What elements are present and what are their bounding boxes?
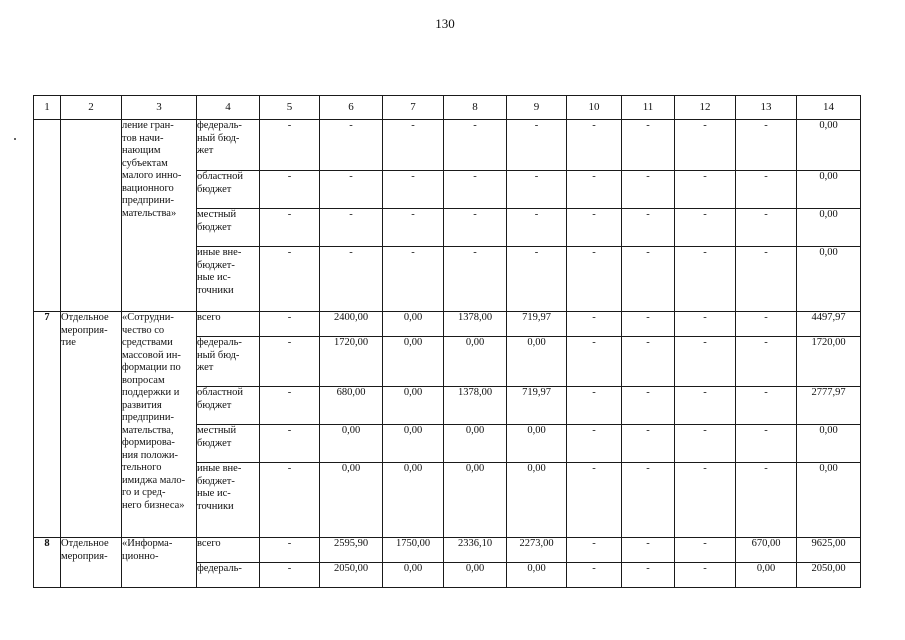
value-cell: 0,00 (736, 563, 797, 588)
row-number: 8 (34, 538, 61, 588)
value-cell: - (320, 171, 383, 209)
funding-source: всего (197, 538, 260, 563)
column-header: 14 (797, 96, 861, 120)
column-header: 10 (567, 96, 622, 120)
value-cell: - (736, 337, 797, 387)
value-cell: - (675, 425, 736, 463)
value-cell: - (260, 387, 320, 425)
value-cell: - (675, 337, 736, 387)
row-number (34, 120, 61, 312)
column-header: 1 (34, 96, 61, 120)
header-row (34, 96, 861, 120)
funding-source: местный бюджет (197, 209, 260, 247)
funding-source: федераль- ный бюд- жет (197, 120, 260, 171)
column-header: 8 (444, 96, 507, 120)
column-header: 9 (507, 96, 567, 120)
total-cell: 0,00 (797, 120, 861, 171)
value-cell: - (260, 337, 320, 387)
column-header: 13 (736, 96, 797, 120)
value-cell: - (567, 312, 622, 337)
value-cell: - (567, 209, 622, 247)
value-cell: 0,00 (444, 425, 507, 463)
funding-source: иные вне- бюджет- ные ис- точники (197, 463, 260, 538)
value-cell: - (260, 563, 320, 588)
page-number: 130 (435, 16, 455, 31)
value-cell: - (260, 425, 320, 463)
funding-source: иные вне- бюджет- ные ис- точники (197, 247, 260, 312)
value-cell: - (383, 120, 444, 171)
value-cell: - (320, 120, 383, 171)
value-cell: 2595,90 (320, 538, 383, 563)
value-cell: - (622, 120, 675, 171)
value-cell: - (622, 425, 675, 463)
value-cell: - (622, 387, 675, 425)
column-header: 3 (122, 96, 197, 120)
funding-source: областной бюджет (197, 387, 260, 425)
total-cell: 0,00 (797, 171, 861, 209)
value-cell: - (675, 171, 736, 209)
measure-title: «Информа- ционно- (122, 538, 197, 588)
value-cell: - (675, 247, 736, 312)
funding-source: федераль- ный бюд- жет (197, 337, 260, 387)
table-row (34, 120, 861, 171)
value-cell: - (260, 463, 320, 538)
value-cell: - (736, 120, 797, 171)
total-cell: 0,00 (797, 209, 861, 247)
value-cell: - (507, 209, 567, 247)
value-cell: - (622, 463, 675, 538)
measure-title: «Сотрудни- чество со средствами массовой ин- формации по вопросам поддержки и развития предприни- мательства, формирова- ния положи- тельного имиджа мало- го и сред- него бизнеса» (122, 312, 197, 538)
value-cell: - (444, 120, 507, 171)
value-cell: - (320, 209, 383, 247)
value-cell: - (320, 247, 383, 312)
value-cell: - (622, 312, 675, 337)
value-cell: - (567, 120, 622, 171)
column-header: 5 (260, 96, 320, 120)
table-row (34, 312, 861, 337)
value-cell: - (736, 387, 797, 425)
value-cell: 0,00 (507, 563, 567, 588)
value-cell: - (444, 209, 507, 247)
value-cell: - (260, 120, 320, 171)
value-cell: - (675, 563, 736, 588)
value-cell: 680,00 (320, 387, 383, 425)
value-cell: - (567, 387, 622, 425)
value-cell: - (260, 312, 320, 337)
funding-source: областной бюджет (197, 171, 260, 209)
scan-speck (14, 138, 16, 140)
measure-type: Отдельное мероприя- тие (61, 312, 122, 538)
value-cell: 1378,00 (444, 312, 507, 337)
value-cell: - (622, 563, 675, 588)
measure-title: ление гран- тов начи- нающим субъектам малого инно- вационного предприни- мательства» (122, 120, 197, 312)
value-cell: - (567, 538, 622, 563)
column-header: 6 (320, 96, 383, 120)
value-cell: - (260, 209, 320, 247)
total-cell: 0,00 (797, 425, 861, 463)
value-cell: 1720,00 (320, 337, 383, 387)
value-cell: 0,00 (383, 463, 444, 538)
value-cell: - (444, 171, 507, 209)
total-cell: 1720,00 (797, 337, 861, 387)
value-cell: 0,00 (320, 425, 383, 463)
total-cell: 4497,97 (797, 312, 861, 337)
value-cell: - (675, 463, 736, 538)
value-cell: - (675, 209, 736, 247)
funding-source: всего (197, 312, 260, 337)
value-cell: 0,00 (444, 563, 507, 588)
value-cell: - (567, 337, 622, 387)
value-cell: - (567, 247, 622, 312)
column-header: 2 (61, 96, 122, 120)
total-cell: 2777,97 (797, 387, 861, 425)
funding-source: федераль- (197, 563, 260, 588)
value-cell: 0,00 (320, 463, 383, 538)
total-cell: 0,00 (797, 247, 861, 312)
value-cell: - (622, 337, 675, 387)
value-cell: - (675, 538, 736, 563)
value-cell: - (675, 387, 736, 425)
measure-type: Отдельное мероприя- (61, 538, 122, 588)
column-header: 12 (675, 96, 736, 120)
value-cell: - (736, 209, 797, 247)
value-cell: - (622, 209, 675, 247)
value-cell: - (444, 247, 507, 312)
value-cell: - (622, 171, 675, 209)
value-cell: 0,00 (444, 337, 507, 387)
value-cell: 719,97 (507, 387, 567, 425)
value-cell: - (260, 247, 320, 312)
total-cell: 0,00 (797, 463, 861, 538)
row-number: 7 (34, 312, 61, 538)
value-cell: - (383, 247, 444, 312)
measure-type (61, 120, 122, 312)
value-cell: - (383, 209, 444, 247)
value-cell: - (507, 120, 567, 171)
value-cell: - (507, 247, 567, 312)
value-cell: 2336,10 (444, 538, 507, 563)
value-cell: - (507, 171, 567, 209)
total-cell: 2050,00 (797, 563, 861, 588)
value-cell: - (567, 171, 622, 209)
total-cell: 9625,00 (797, 538, 861, 563)
column-header: 7 (383, 96, 444, 120)
value-cell: - (622, 247, 675, 312)
value-cell: 1750,00 (383, 538, 444, 563)
value-cell: - (260, 538, 320, 563)
value-cell: 0,00 (507, 337, 567, 387)
table-row (34, 538, 861, 563)
value-cell: 2400,00 (320, 312, 383, 337)
column-header: 4 (197, 96, 260, 120)
value-cell: - (736, 463, 797, 538)
value-cell: 0,00 (383, 563, 444, 588)
value-cell: 1378,00 (444, 387, 507, 425)
value-cell: 0,00 (507, 463, 567, 538)
value-cell: 0,00 (383, 387, 444, 425)
budget-table (33, 95, 861, 588)
value-cell: 670,00 (736, 538, 797, 563)
value-cell: - (675, 312, 736, 337)
value-cell: - (736, 425, 797, 463)
value-cell: 0,00 (444, 463, 507, 538)
value-cell: - (736, 247, 797, 312)
value-cell: 0,00 (383, 312, 444, 337)
value-cell: - (567, 425, 622, 463)
value-cell: - (260, 171, 320, 209)
value-cell: - (567, 563, 622, 588)
value-cell: - (736, 171, 797, 209)
value-cell: 719,97 (507, 312, 567, 337)
value-cell: 2273,00 (507, 538, 567, 563)
value-cell: - (567, 463, 622, 538)
value-cell: 0,00 (383, 425, 444, 463)
value-cell: 2050,00 (320, 563, 383, 588)
value-cell: 0,00 (507, 425, 567, 463)
value-cell: 0,00 (383, 337, 444, 387)
value-cell: - (383, 171, 444, 209)
column-header: 11 (622, 96, 675, 120)
value-cell: - (622, 538, 675, 563)
value-cell: - (675, 120, 736, 171)
value-cell: - (736, 312, 797, 337)
funding-source: местный бюджет (197, 425, 260, 463)
